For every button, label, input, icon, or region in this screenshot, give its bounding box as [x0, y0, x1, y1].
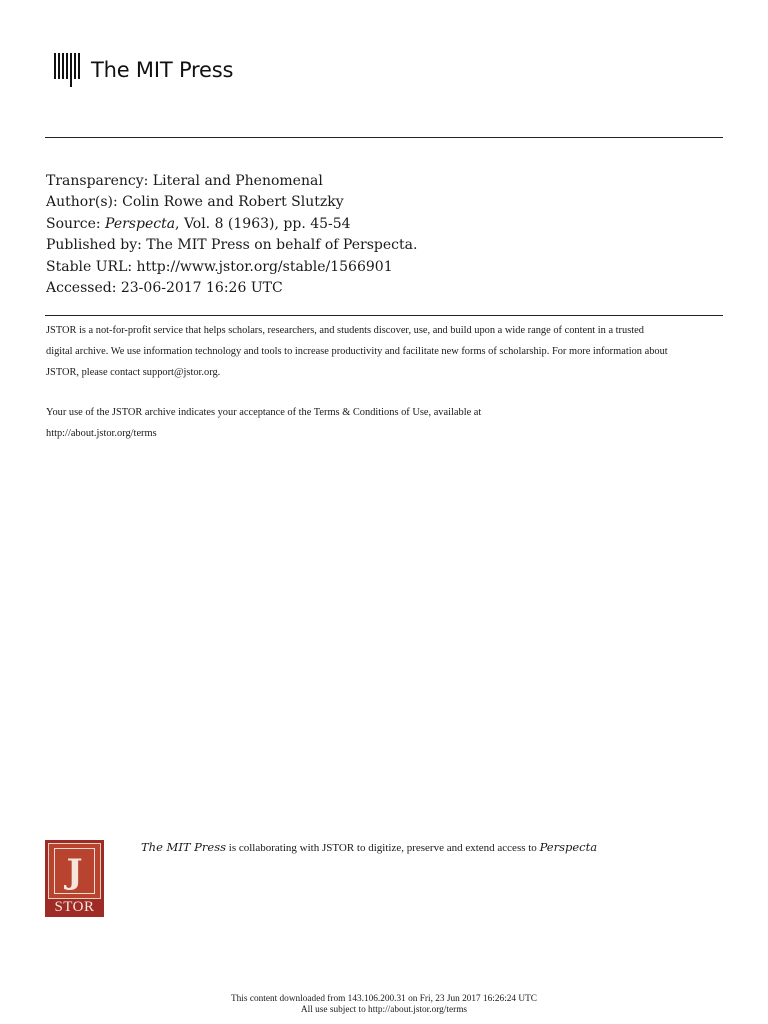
accessed-date: Accessed: 23-06-2017 16:26 UTC — [46, 280, 283, 297]
collaboration-statement — [141, 840, 597, 854]
barcode-logo-icon — [54, 53, 82, 87]
stable-url[interactable]: Stable URL: http://www.jstor.org/stable/1566901 — [46, 258, 393, 275]
download-footer — [0, 994, 768, 1016]
notice-line: JSTOR is a not-for-profit service that helps scholars, researchers, and students discover, use, and build upon a wide range of content in a trusted — [46, 325, 644, 336]
mit-press-logo — [54, 52, 233, 88]
terms-line: Your use of the JSTOR archive indicates your acceptance of the Terms & Conditions of Use, available at — [46, 407, 482, 418]
jstor-logo — [45, 840, 104, 917]
collab-publisher: The MIT Press — [141, 840, 227, 854]
notice-line: digital archive. We use information technology and tools to increase productivity and facilitate new forms of scholarship. For more information about — [46, 346, 668, 357]
article-source: Source: Perspecta, Vol. 8 (1963), pp. 45-54 — [46, 215, 351, 232]
logo-text: The MIT Press — [91, 58, 234, 82]
footer-terms[interactable]: All use subject to http://about.jstor.org/terms — [300, 1005, 468, 1015]
article-title: Transparency: Literal and Phenomenal — [46, 173, 323, 189]
notice-line-contact[interactable]: JSTOR, please contact support@jstor.org. — [46, 367, 221, 378]
article-authors: Author(s): Colin Rowe and Robert Slutzky — [46, 194, 344, 211]
collab-text: is collaborating with JSTOR to digitize, preserve and extend access to — [226, 842, 540, 854]
article-metadata — [46, 171, 417, 299]
source-journal: Perspecta — [105, 215, 176, 232]
jstor-notice — [46, 320, 726, 383]
jstor-logo-letter: J — [66, 852, 83, 892]
terms-link[interactable]: http://about.jstor.org/terms — [46, 428, 157, 439]
jstor-logo-word: STOR — [54, 899, 95, 915]
top-divider — [45, 137, 723, 138]
collab-journal: Perspecta — [539, 840, 598, 854]
jstor-logo-panel — [48, 843, 101, 899]
article-publisher: Published by: The MIT Press on behalf of Perspecta. — [46, 237, 418, 254]
footer-line: This content downloaded from 143.106.200.31 on Fri, 23 Jun 2017 16:26:24 UTC — [230, 994, 537, 1004]
terms-notice — [46, 402, 726, 444]
middle-divider — [45, 315, 723, 316]
